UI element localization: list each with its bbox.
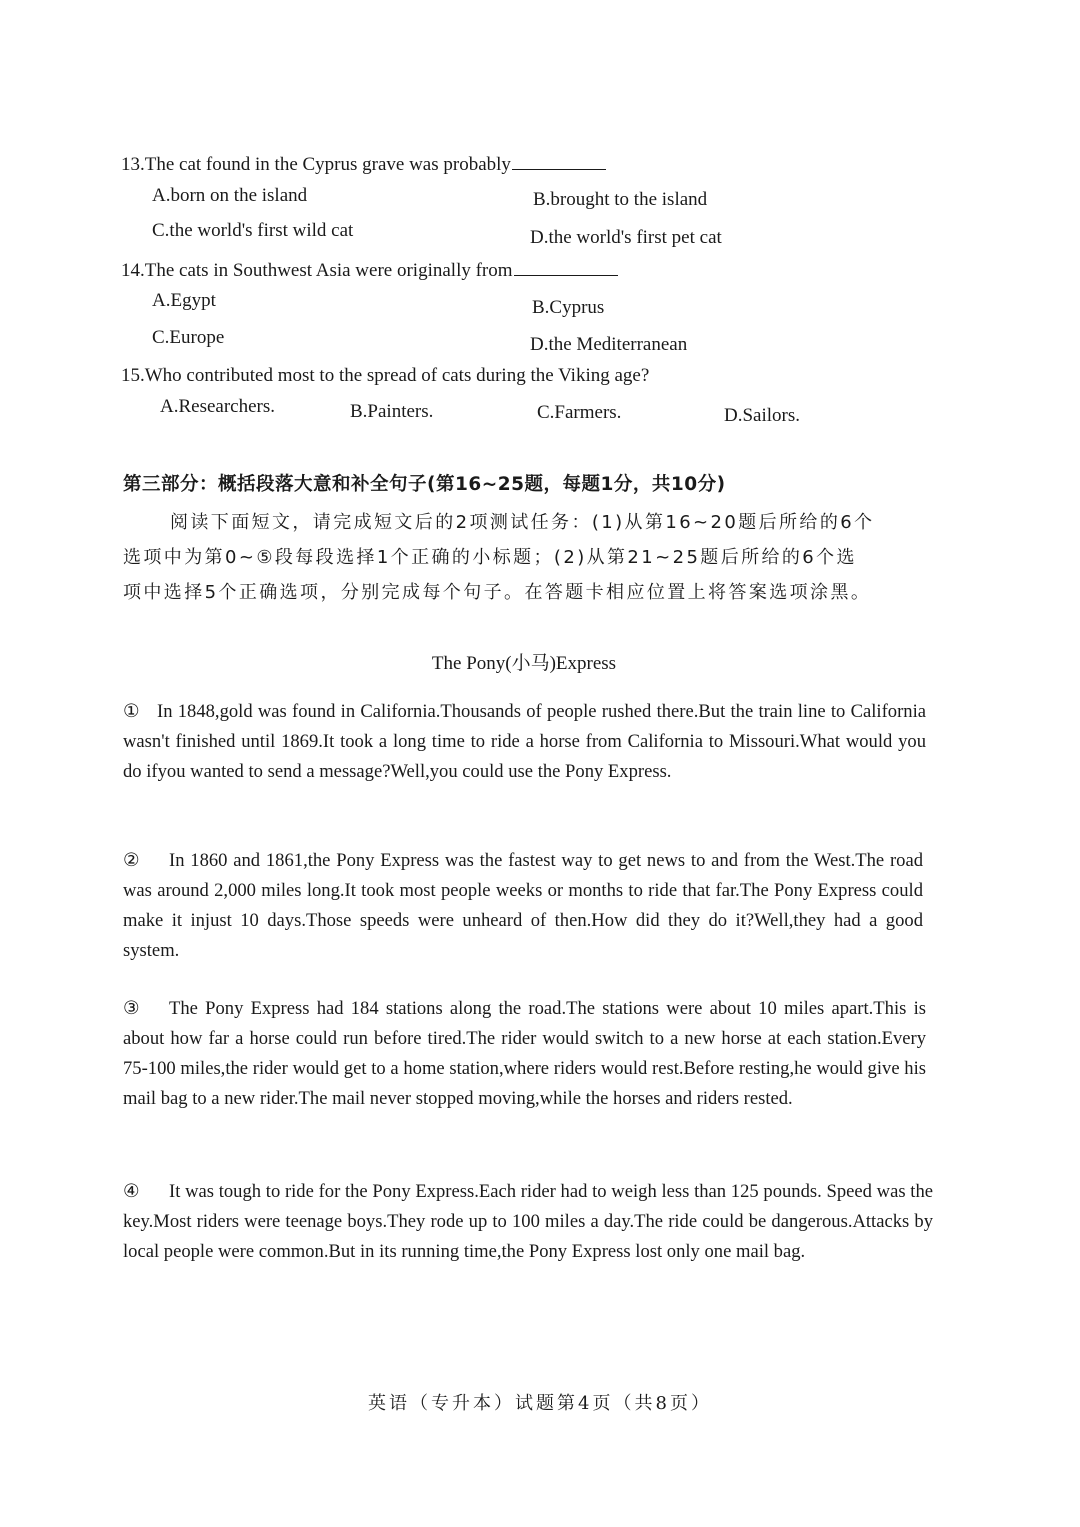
option-14-d: D.the Mediterranean xyxy=(530,334,688,355)
option-13-a: A.born on the island xyxy=(152,185,308,206)
paragraph-number: ① xyxy=(123,701,140,722)
option-15-a: A.Researchers. xyxy=(160,396,276,417)
paragraph-text: In 1848,gold was found in California.Thousands of people rushed there.But the train line to California wasn't finished until 1869.It took a long time to ride a horse from California to Missouri.What would you do ifyou wanted to send a message?Well,you could use the Pony Express. xyxy=(123,701,926,782)
answer-blank xyxy=(514,274,618,276)
option-15-d: D.Sailors. xyxy=(724,405,800,426)
instructions-line-1: 阅读下面短文，请完成短文后的2项测试任务：(1)从第16~20题后所给的6个 xyxy=(170,512,875,533)
paragraph-1 xyxy=(123,697,926,787)
section-heading: 第三部分：概括段落大意和补全句子(第16~25题，每题1分，共10分) xyxy=(123,474,726,495)
paragraph-2 xyxy=(123,846,923,966)
paragraph-4 xyxy=(123,1177,933,1267)
option-14-b: B.Cyprus xyxy=(532,297,605,318)
page-footer: 英语（专升本）试题第4页（共8页） xyxy=(368,1393,712,1414)
option-13-c: C.the world's first wild cat xyxy=(152,220,354,241)
option-14-a: A.Egypt xyxy=(152,290,216,311)
paragraph-number: ② xyxy=(123,850,140,871)
answer-blank xyxy=(512,168,606,170)
paragraph-number: ④ xyxy=(123,1181,140,1202)
paragraph-text: The Pony Express had 184 stations along the road.The stations were about 10 miles apart.This is about how far a horse could run before tired.The rider would switch to a new horse at each station.Every 75-100 miles,the rider would get to a home station,where riders would rest.Before resting,he would give his mail bag to a new rider.The mail never stopped moving,while the horses and riders rested. xyxy=(123,998,926,1109)
paragraph-text: In 1860 and 1861,the Pony Express was the fastest way to get news to and from the West.The road was around 2,000 miles long.It took most people weeks or months to ride that far.The Pony Express could make it injust 10 days.Those speeds were unheard of then.How did they do it?Well,they had a good system. xyxy=(123,850,923,961)
paragraph-3 xyxy=(123,994,926,1114)
option-15-c: C.Farmers. xyxy=(537,402,622,423)
paragraph-number: ③ xyxy=(123,998,140,1019)
option-13-b: B.brought to the island xyxy=(533,189,708,210)
option-13-d: D.the world's first pet cat xyxy=(530,227,722,248)
instructions-line-2: 选项中为第0~⑤段每段选择1个正确的小标题；(2)从第21~25题后所给的6个选 xyxy=(123,547,857,568)
option-14-c: C.Europe xyxy=(152,327,225,348)
question-13-stem: 13.The cat found in the Cyprus grave was probably xyxy=(121,154,606,176)
question-14-stem: 14.The cats in Southwest Asia were originally from xyxy=(121,260,618,282)
question-15-stem: 15.Who contributed most to the spread of cats during the Viking age? xyxy=(121,365,650,386)
paragraph-text: It was tough to ride for the Pony Express.Each rider had to weigh less than 125 pounds. Speed was the key.Most riders were teenage boys.They rode up to 100 miles a day.The ride could be dangerous.Attacks by local people were common.But in its running time,the Pony Express lost only one mail bag. xyxy=(123,1181,933,1262)
passage-title: The Pony(小马)Express xyxy=(431,653,617,674)
instructions-line-3: 项中选择5个正确选项，分别完成每个句子。在答题卡相应位置上将答案选项涂黑。 xyxy=(123,582,872,603)
option-15-b: B.Painters. xyxy=(350,401,434,422)
